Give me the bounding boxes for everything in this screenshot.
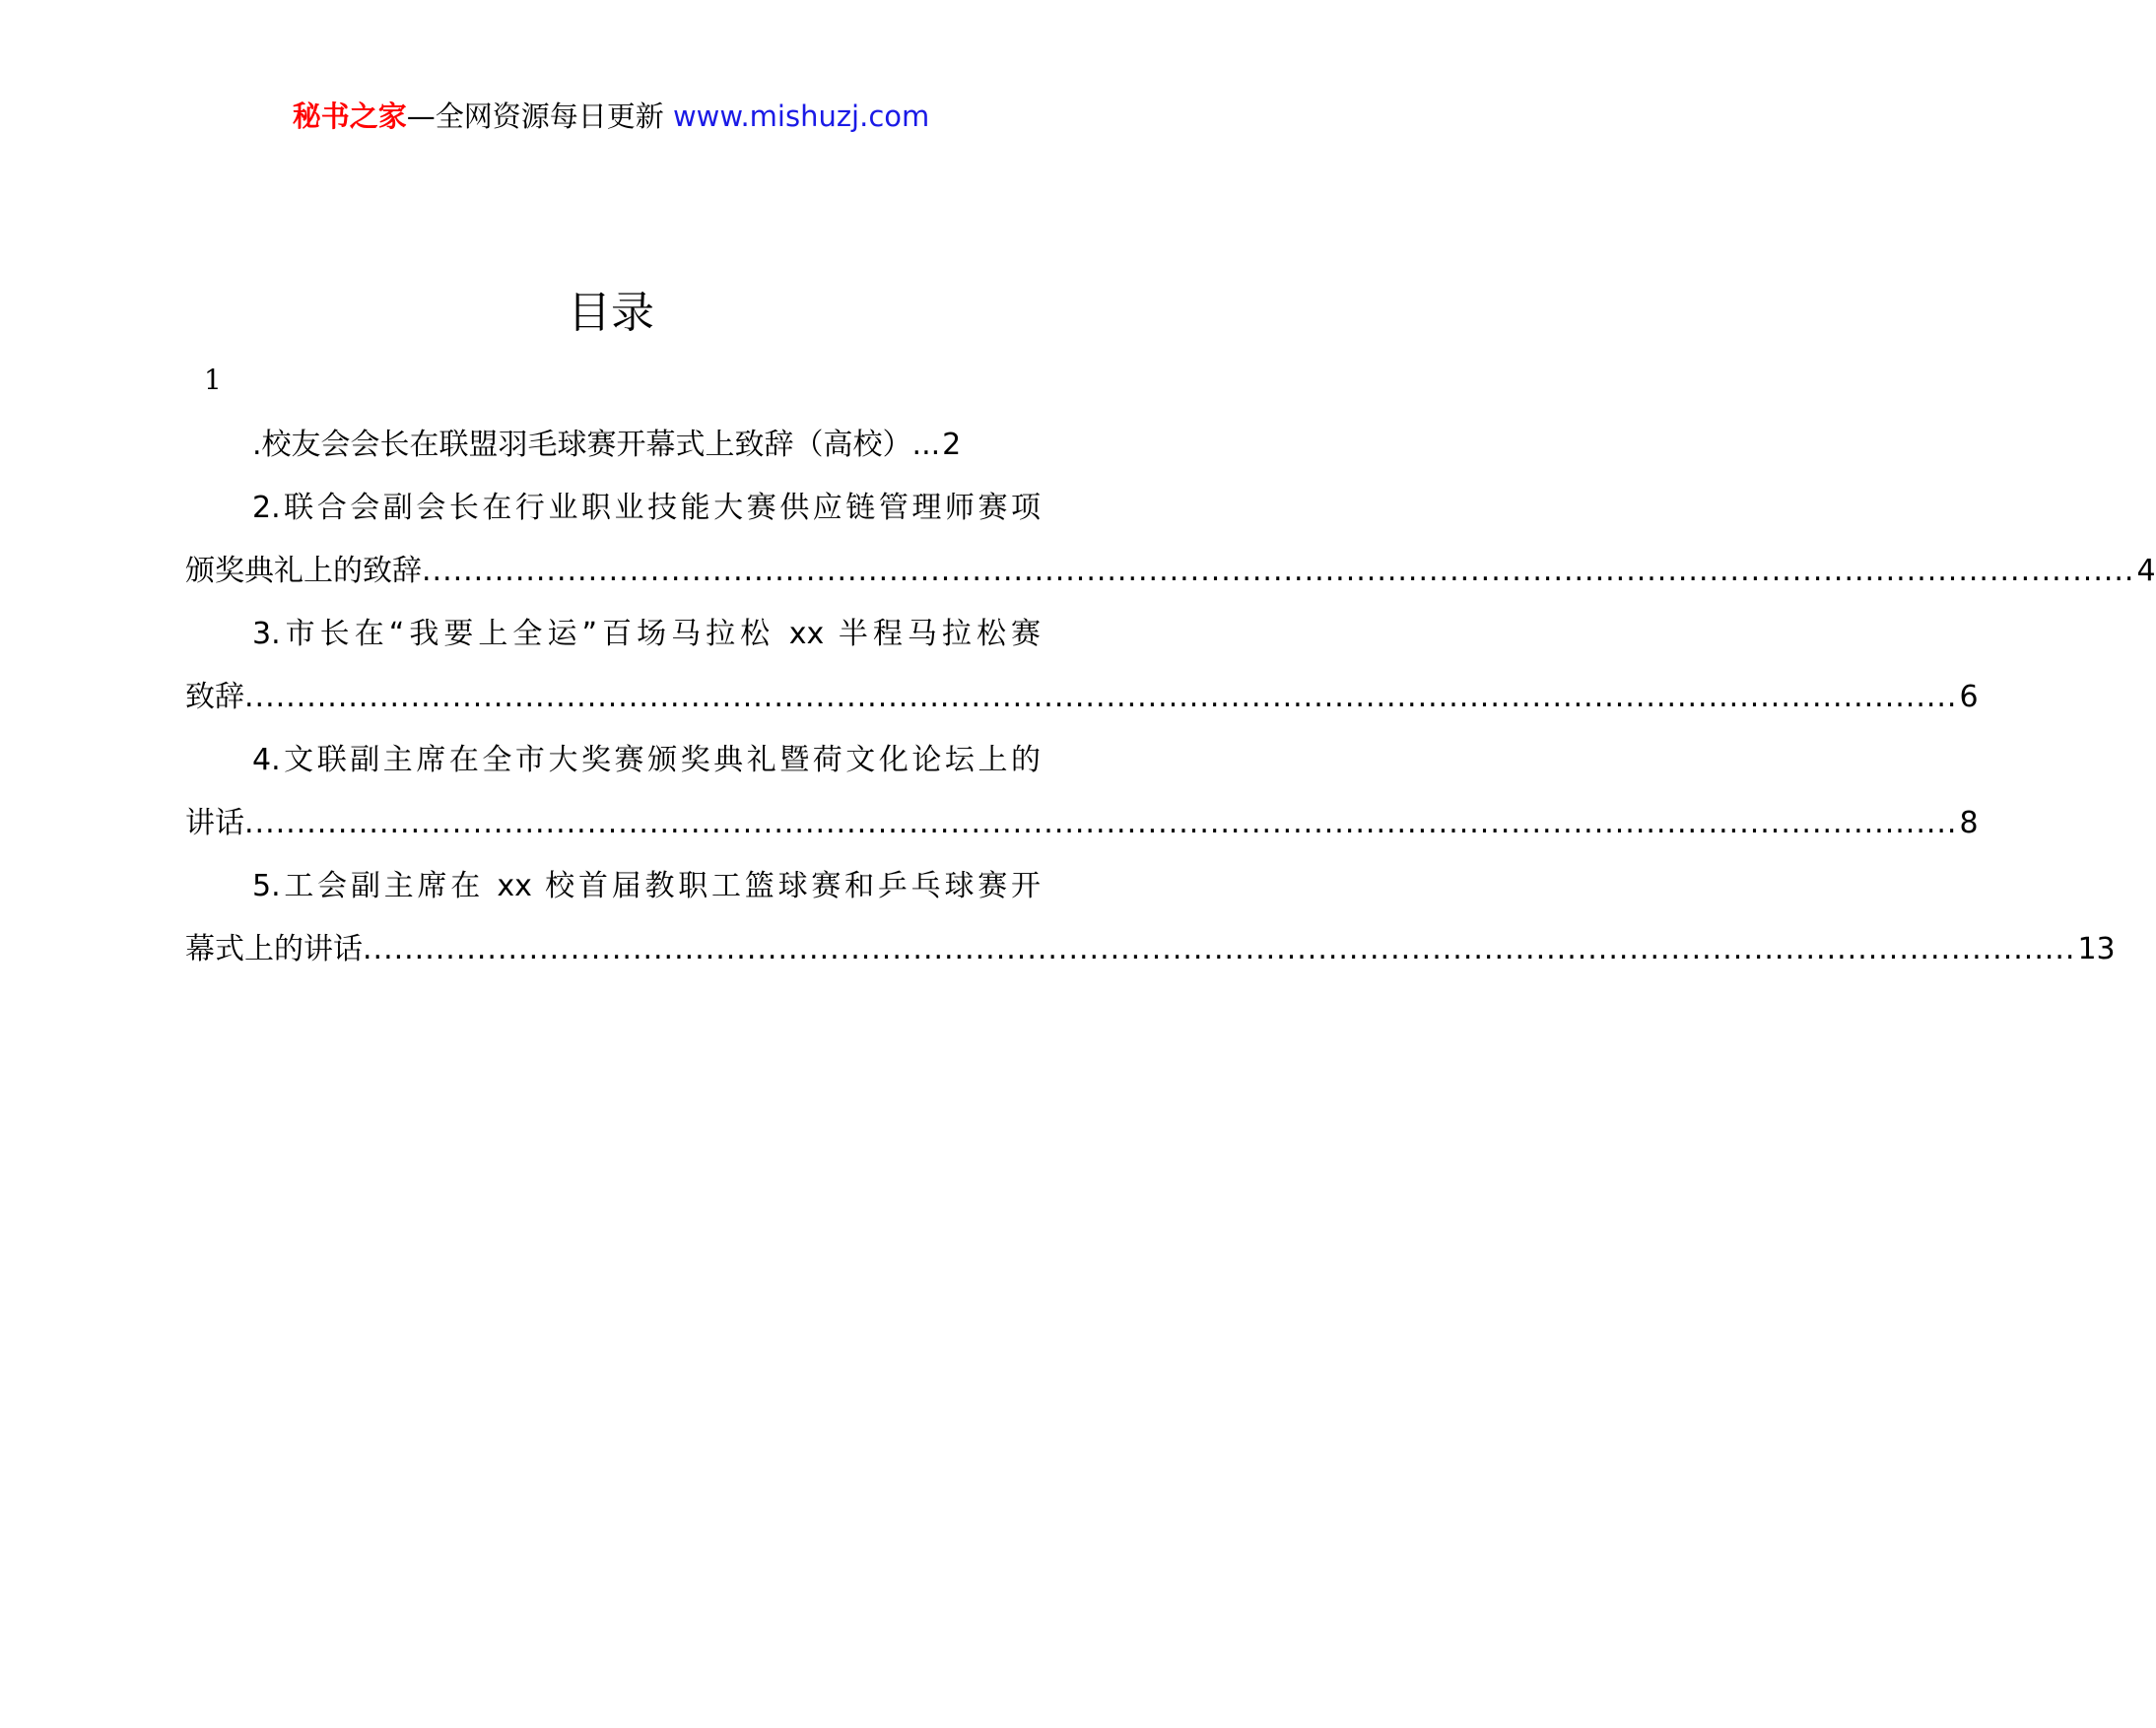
toc-entry-2-line1[interactable]: 2.联合会副会长在行业职业技能大赛供应链管理师赛项 — [252, 491, 1041, 525]
toc-entry-5-line2[interactable] — [185, 918, 2116, 981]
toc-entry-2-page: 4 — [2136, 554, 2156, 588]
toc-entry-4-title-cont: 讲话 — [185, 806, 244, 840]
toc-entry-4-leader: ..................................................................................................................................................................... — [244, 806, 1958, 840]
toc-entry-1-page: 2 — [942, 428, 962, 462]
toc-entry-3-page: 6 — [1959, 680, 1979, 714]
toc-entry-1-leader: ... — [911, 428, 941, 462]
toc-entry-2-line2[interactable] — [185, 540, 2156, 603]
toc-entry-5-leader: ..................................................................................................................................................................... — [363, 932, 2076, 966]
toc-entry-4-line1[interactable]: 4.文联副主席在全市大奖赛颁奖典礼暨荷文化论坛上的 — [252, 743, 1041, 777]
toc-entry-3-line2[interactable] — [185, 666, 1979, 729]
site-slogan: —全网资源每日更新 — [406, 100, 673, 133]
page-title: 目录 — [568, 288, 654, 338]
toc-entry-5-line1[interactable]: 5.工会副主席在 xx 校首届教职工篮球赛和乒乓球赛开 — [252, 869, 1041, 903]
toc-entry-3-leader: ..................................................................................................................................................................... — [244, 680, 1958, 714]
site-header — [0, 97, 1222, 136]
stray-number: 1 — [204, 364, 222, 396]
toc-entry-2-leader: ..................................................................................................................................................................... — [422, 554, 2135, 588]
toc-entry-1-title: .校友会会长在联盟羽毛球赛开幕式上致辞（高校） — [252, 428, 912, 462]
toc-entry-4-line2[interactable] — [185, 792, 1979, 855]
toc-entry-4-page: 8 — [1959, 806, 1979, 840]
toc-entry-3-title-cont: 致辞 — [185, 680, 244, 714]
site-brand: 秘书之家 — [292, 100, 407, 133]
table-of-contents — [185, 414, 2156, 981]
toc-entry-1[interactable] — [185, 414, 1041, 477]
toc-entry-5-page: 13 — [2077, 932, 2116, 966]
toc-entry-2-title-cont: 颁奖典礼上的致辞 — [185, 554, 422, 588]
toc-entry-3-line1[interactable]: 3.市长在“我要上全运”百场马拉松 xx 半程马拉松赛 — [252, 617, 1041, 651]
site-url-link[interactable]: www.mishuzj.com — [672, 100, 930, 133]
toc-entry-5-title-cont: 幕式上的讲话 — [185, 932, 363, 966]
